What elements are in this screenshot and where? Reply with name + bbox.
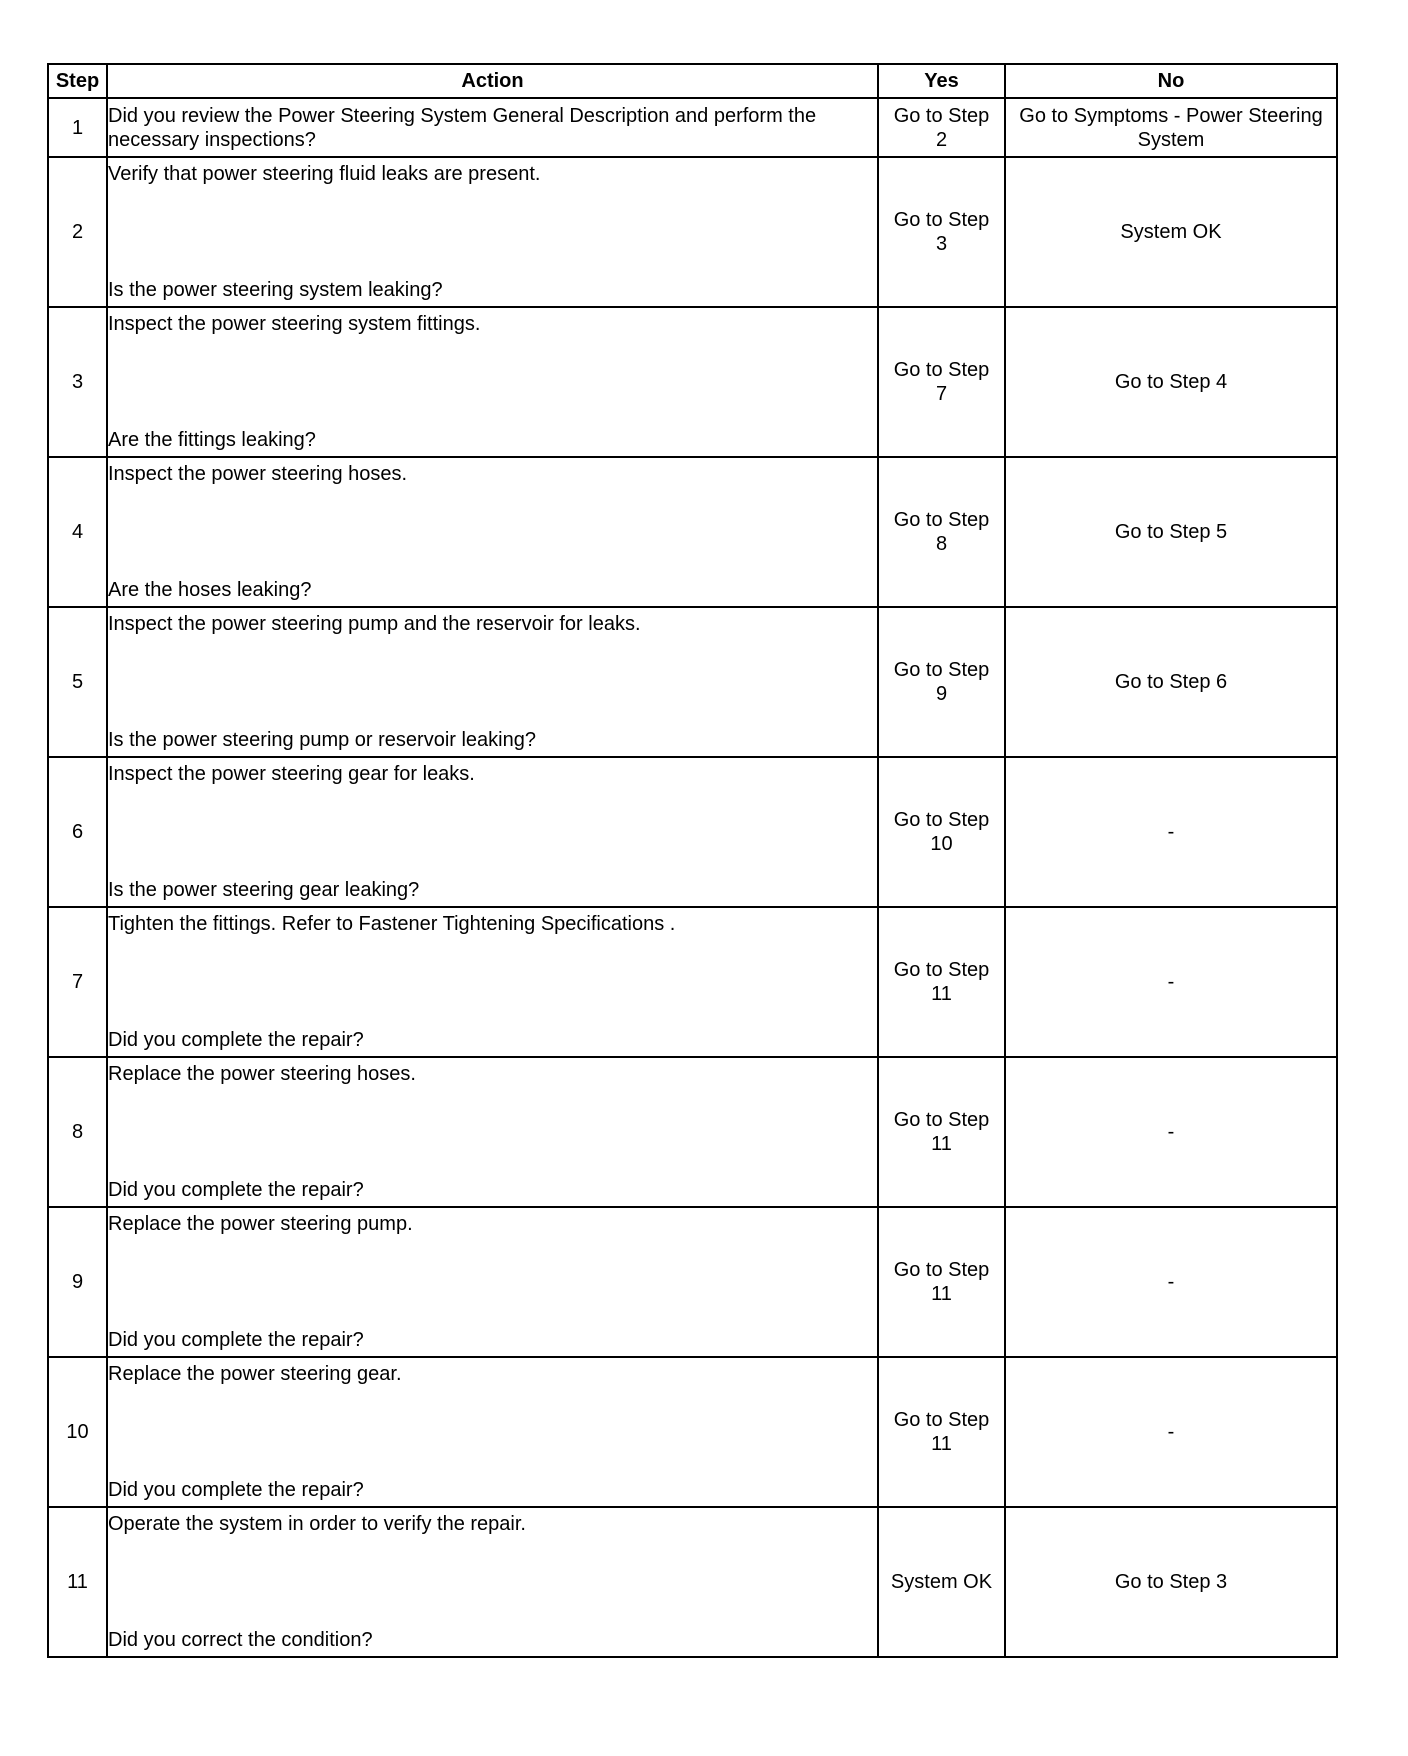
table-row [48, 1357, 1337, 1507]
step-number: 10 [48, 1357, 107, 1507]
yes-text: Go to Step [893, 809, 990, 831]
no-result: Go to Step 6 [1005, 607, 1337, 757]
table-row [48, 98, 1337, 157]
action-text: Inspect the power steering system fittings. [108, 313, 481, 335]
yes-result [878, 1057, 1005, 1207]
step-number: 5 [48, 607, 107, 757]
table-row [48, 307, 1337, 457]
action-cell [107, 907, 878, 1057]
table-row [48, 457, 1337, 607]
yes-step: 11 [931, 1283, 952, 1305]
step-number: 2 [48, 157, 107, 307]
action-question: Did you complete the repair? [108, 1329, 364, 1351]
yes-result [878, 157, 1005, 307]
action-text: Operate the system in order to verify the repair. [108, 1513, 526, 1535]
action-question: Did you complete the repair? [108, 1479, 364, 1501]
yes-result [878, 1507, 1005, 1657]
step-number: 3 [48, 307, 107, 457]
no-result: Go to Step 3 [1005, 1507, 1337, 1657]
step-number: 9 [48, 1207, 107, 1357]
header-yes: Yes [878, 64, 1005, 98]
action-question: Did you correct the condition? [108, 1629, 373, 1651]
yes-result [878, 307, 1005, 457]
action-cell [107, 1057, 878, 1207]
yes-step: 3 [935, 233, 948, 255]
action-text: Inspect the power steering hoses. [108, 463, 408, 485]
action-cell [107, 307, 878, 457]
action-question: Is the power steering system leaking? [108, 279, 443, 301]
action-text: Replace the power steering hoses. [108, 1063, 416, 1085]
action-text: Verify that power steering fluid leaks are present. [108, 163, 541, 185]
action-text: Inspect the power steering pump and the reservoir for leaks. [108, 613, 641, 635]
yes-step: 11 [931, 983, 952, 1005]
no-result: - [1005, 1057, 1337, 1207]
table-row [48, 1207, 1337, 1357]
header-row [48, 64, 1337, 98]
yes-text: Go to Step [893, 104, 990, 127]
yes-step: 7 [935, 383, 948, 405]
step-number: 4 [48, 457, 107, 607]
action-question: Is the power steering pump or reservoir leaking? [108, 729, 536, 751]
yes-text: Go to Step [893, 1259, 990, 1281]
yes-result [878, 607, 1005, 757]
yes-step: 11 [931, 1433, 952, 1455]
table-row [48, 1507, 1337, 1657]
table-row [48, 607, 1337, 757]
yes-step: 10 [930, 833, 953, 855]
yes-step: 2 [935, 128, 948, 151]
yes-result [878, 1207, 1005, 1357]
yes-text: Go to Step [893, 659, 990, 681]
action-text: Replace the power steering pump. [108, 1213, 413, 1235]
action-question: Are the hoses leaking? [108, 579, 312, 601]
action-question: Is the power steering gear leaking? [108, 879, 420, 901]
action-text: Did you review the Power Steering System General Description and perform the necessary inspections? [107, 98, 878, 157]
action-text: Replace the power steering gear. [108, 1363, 402, 1385]
table-row [48, 907, 1337, 1057]
no-result: - [1005, 1207, 1337, 1357]
step-number: 7 [48, 907, 107, 1057]
table-row [48, 1057, 1337, 1207]
action-question: Are the fittings leaking? [108, 429, 316, 451]
header-step: Step [48, 64, 107, 98]
action-text: Inspect the power steering gear for leaks. [108, 763, 475, 785]
header-action: Action [107, 64, 878, 98]
action-cell [107, 157, 878, 307]
no-result: Go to Symptoms - Power Steering System [1005, 98, 1337, 157]
no-result: - [1005, 757, 1337, 907]
action-cell [107, 457, 878, 607]
action-text: Tighten the fittings. Refer to Fastener Tightening Specifications . [108, 913, 676, 935]
no-result: Go to Step 5 [1005, 457, 1337, 607]
diagnostic-table [47, 63, 1338, 1658]
step-number: 1 [48, 98, 107, 157]
yes-step: 11 [931, 1133, 952, 1155]
yes-step: 9 [935, 683, 948, 705]
yes-text: Go to Step [893, 1109, 990, 1131]
yes-step: 8 [935, 533, 948, 555]
yes-text: Go to Step [893, 509, 990, 531]
step-number: 8 [48, 1057, 107, 1207]
no-result: System OK [1005, 157, 1337, 307]
yes-result [878, 1357, 1005, 1507]
yes-text: Go to Step [893, 209, 990, 231]
table-row [48, 757, 1337, 907]
no-result: - [1005, 907, 1337, 1057]
action-cell [107, 1357, 878, 1507]
table-row [48, 157, 1337, 307]
action-cell [107, 1207, 878, 1357]
yes-result [878, 907, 1005, 1057]
header-no: No [1005, 64, 1337, 98]
step-number: 11 [48, 1507, 107, 1657]
action-question: Did you complete the repair? [108, 1029, 364, 1051]
yes-text: System OK [890, 1571, 993, 1593]
action-question: Did you complete the repair? [108, 1179, 364, 1201]
yes-result [878, 98, 1005, 157]
no-result: Go to Step 4 [1005, 307, 1337, 457]
yes-result [878, 457, 1005, 607]
yes-result [878, 757, 1005, 907]
action-cell [107, 757, 878, 907]
action-cell [107, 1507, 878, 1657]
yes-text: Go to Step [893, 1409, 990, 1431]
no-result: - [1005, 1357, 1337, 1507]
step-number: 6 [48, 757, 107, 907]
yes-text: Go to Step [893, 359, 990, 381]
yes-text: Go to Step [893, 959, 990, 981]
action-cell [107, 607, 878, 757]
